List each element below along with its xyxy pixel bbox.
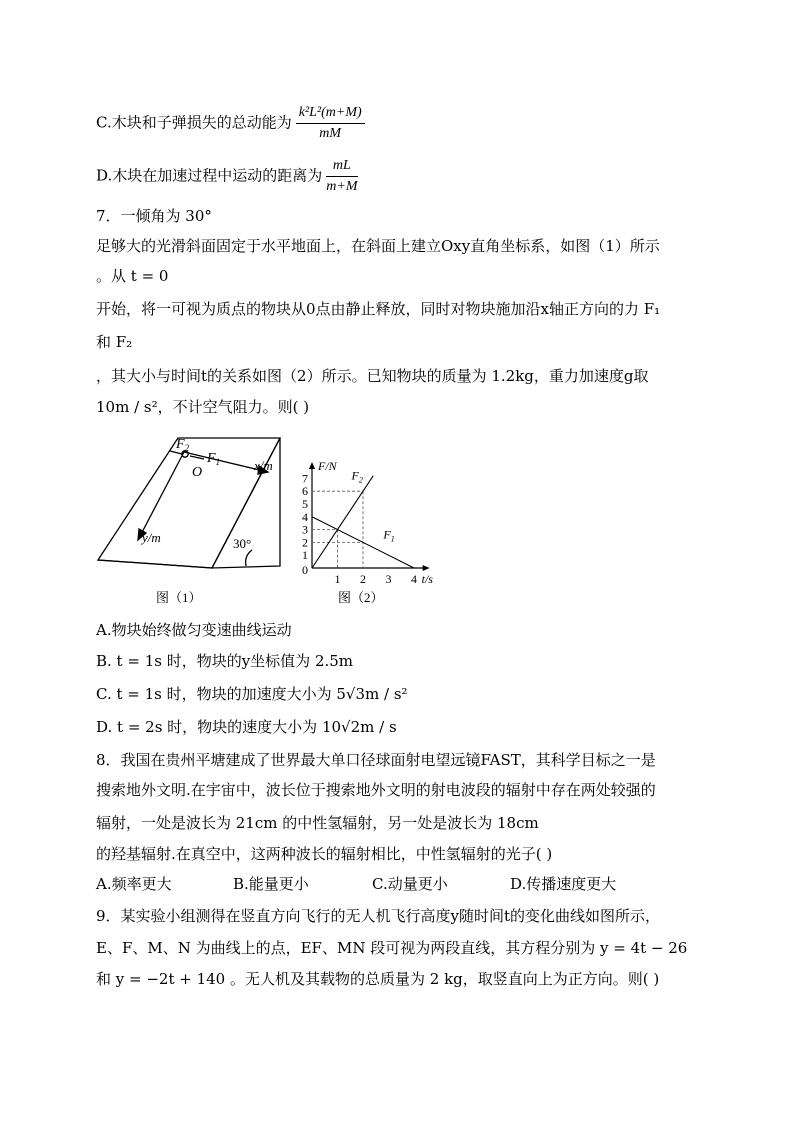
q7-line-6: ，其大小与时间t的关系如图（2）所示。已知物块的质量为 1.2kg，重力加速度g取 xyxy=(96,367,649,385)
angle-arc xyxy=(246,550,252,566)
q8-option-a: A.频率更大 xyxy=(96,875,172,893)
y-tick-label: 4 xyxy=(302,509,308,524)
x-tick-label: 2 xyxy=(360,572,366,586)
q7-line-1: 7．一倾角为 30° xyxy=(96,207,212,225)
q6-option-d xyxy=(96,157,358,196)
figure-2-chart xyxy=(296,424,460,610)
x-axis-label: t/s xyxy=(421,572,433,586)
angle-label: 30° xyxy=(233,536,252,551)
q6-option-c-text: C.木块和子弹损失的总动能为 xyxy=(96,113,292,132)
figure-1-incline xyxy=(96,430,292,610)
q6-option-c-fraction xyxy=(296,104,365,143)
q6-option-d-text: D.木块在加速过程中运动的距离为 xyxy=(96,166,323,185)
q9-line-3: 和 y = −2t + 140 。无人机及其载物的总质量为 2 kg，取竖直向上为正方向。则( ) xyxy=(96,970,660,988)
x-tick-label: 4 xyxy=(411,572,417,586)
y-tick-label: 1 xyxy=(302,548,308,563)
incline-top-face xyxy=(98,438,280,568)
q7-line-4: 开始，将一可视为质点的物块从0点由静止释放，同时对物块施加沿x轴正方向的力 F₁ xyxy=(96,300,661,318)
figure-2-caption: 图（2） xyxy=(338,590,384,605)
q7-option-c: C. t = 1s 时，物块的加速度大小为 5√3m / s² xyxy=(96,685,408,703)
fraction-denominator: mM xyxy=(319,126,342,141)
q7-option-a: A.物块始终做匀变速曲线运动 xyxy=(96,621,292,639)
y-tick-label: 2 xyxy=(302,535,308,550)
x-tick-label: 1 xyxy=(334,572,341,586)
q6-option-c xyxy=(96,104,365,143)
f2-label: $F_2$ xyxy=(176,437,190,453)
q8-option-c: C.动量更小 xyxy=(372,875,448,893)
series-label-f2: $F_2$ xyxy=(351,468,363,485)
fraction-numerator: k²L²(m+M) xyxy=(296,104,365,124)
y-tick-label: 5 xyxy=(302,497,308,511)
q7-option-b: B. t = 1s 时，物块的y坐标值为 2.5m xyxy=(96,652,354,670)
x-tick-label: 3 xyxy=(385,572,392,586)
q8-line-2: 搜索地外文明.在宇宙中，波长位于搜索地外文明的射电波段的辐射中存在两处较强的 xyxy=(96,781,656,799)
fraction-numerator: mL xyxy=(326,157,357,177)
q7-line-7: 10m / s²，不计空气阻力。则( ) xyxy=(96,398,310,416)
y-tick-label: 0 xyxy=(302,563,308,577)
incline-base-edge xyxy=(98,560,212,568)
y-tick-label: 6 xyxy=(302,484,308,499)
q6-option-d-fraction xyxy=(326,157,357,196)
series-label-f1: $F_1$ xyxy=(383,527,395,544)
y-tick-label: 3 xyxy=(302,522,308,537)
q8-line-3: 辐射，一处是波长为 21cm 的中性氢辐射，另一处是波长为 18cm xyxy=(96,814,539,832)
y-axis-label: y/m xyxy=(142,530,161,545)
figure-1-caption: 图（1） xyxy=(156,590,202,605)
x-axis-arrowhead xyxy=(423,565,430,571)
fraction-denominator: m+M xyxy=(326,179,358,194)
q7-line-5: 和 F₂ xyxy=(96,333,133,351)
q7-line-3: 。从 t = 0 xyxy=(96,267,169,285)
x-axis-label: x/m xyxy=(254,458,273,473)
q8-line-4: 的羟基辐射.在真空中，这两种波长的辐射相比，中性氢辐射的光子( ) xyxy=(96,845,553,863)
q9-line-2: E、F、M、N 为曲线上的点，EF、MN 段可视为两段直线，其方程分别为 y = 4t − 26 xyxy=(96,939,688,957)
q8-option-b: B.能量更小 xyxy=(233,875,309,893)
q8-line-1: 8．我国在贵州平塘建成了世界最大单口径球面射电望远镜FAST，其科学目标之一是 xyxy=(96,751,656,769)
y-axis-label: F/N xyxy=(318,459,337,473)
y-axis-arrow xyxy=(138,452,184,540)
y-axis-arrowhead xyxy=(309,462,315,469)
q8-option-d: D.传播速度更大 xyxy=(510,875,617,893)
y-tick-label: 7 xyxy=(302,471,308,486)
origin-label: O xyxy=(192,465,203,480)
f1-label: $F_1$ xyxy=(207,451,221,467)
q7-line-2: 足够大的光滑斜面固定于水平地面上，在斜面上建立Oxy直角坐标系，如图（1）所示 xyxy=(96,237,660,255)
q7-option-d: D. t = 2s 时，物块的速度大小为 10√2m / s xyxy=(96,718,397,736)
q9-line-1: 9．某实验小组测得在竖直方向飞行的无人机飞行高度y随时间t的变化曲线如图所示， xyxy=(96,907,661,925)
